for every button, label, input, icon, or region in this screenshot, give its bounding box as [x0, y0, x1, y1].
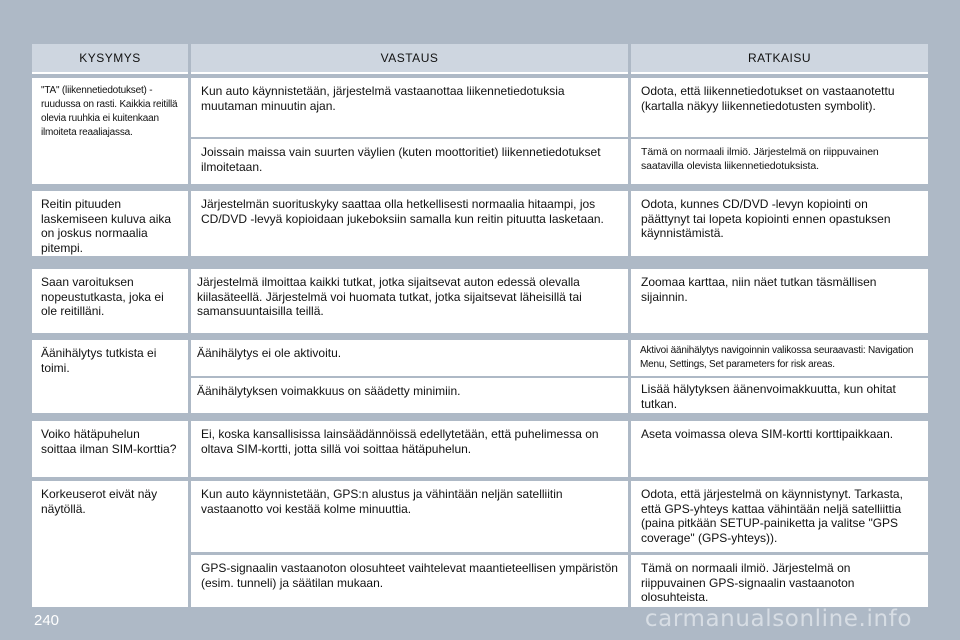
solution-cell: Odota, että liikennetiedotukset on vastaanotettu (kartalla näkyy liikennetiedotusten symbolit). [631, 78, 928, 137]
answer-cell: GPS-signaalin vastaanoton olosuhteet vaihtelevat maantieteellisen ympäristön (esim. tunneli) ja säätilan mukaan. [191, 555, 628, 607]
solution-cell: Tämä on normaali ilmiö. Järjestelmä on riippuvainen saatavilla olevista liikennetiedotuksista. [631, 139, 928, 184]
header-question: KYSYMYS [32, 44, 188, 74]
header-solution: RATKAISU [631, 44, 928, 74]
answer-cell: Ei, koska kansallisissa lainsäädännöissä edellytetään, että puhelimessa on oltava SIM-kortti, jotta sillä voi soittaa hätäpuhelun. [191, 421, 628, 477]
watermark: carmanualsonline.info [644, 606, 912, 632]
question-cell: Saan varoituksen nopeustutkasta, joka ei ole reitilläni. [32, 269, 188, 333]
answer-cell: Järjestelmä ilmoittaa kaikki tutkat, jotka sijaitsevat auton edessä olevalla kiilasäteellä. Järjestelmä voi huomata tutkat, jotka sijaitsevat läheisillä tai samansuuntaisilla teillä. [191, 269, 628, 333]
solution-cell: Aktivoi äänihälytys navigoinnin valikossa seuraavasti: Navigation Menu, Settings, Set parameters for risk areas. [631, 340, 928, 376]
question-cell: Reitin pituuden laskemiseen kuluva aika on joskus normaalia pitempi. [32, 191, 188, 256]
header-answer: VASTAUS [191, 44, 628, 74]
question-cell: "TA" (liikennetiedotukset) - ruudussa on rasti. Kaikkia reitillä olevia ruuhkia ei kuitenkaan ilmoiteta reaaliajassa. [32, 78, 188, 184]
question-cell: Korkeuserot eivät näy näytöllä. [32, 481, 188, 607]
question-cell: Äänihälytys tutkista ei toimi. [32, 340, 188, 413]
solution-cell: Odota, että järjestelmä on käynnistynyt. Tarkasta, että GPS-yhteys kattaa vähintään neljä satelliittia (paina pitkään SETUP-painiketta ja valitse "GPS coverage" (GPS-yhteys)). [631, 481, 928, 552]
answer-cell: Joissain maissa vain suurten väylien (kuten moottoritiet) liikennetiedotukset ilmoitetaan. [191, 139, 628, 184]
answer-cell: Järjestelmän suorituskyky saattaa olla hetkellisesti normaalia hitaampi, jos CD/DVD -levyä kopioidaan jukeboksiin samalla kun reitin pituutta lasketaan. [191, 191, 628, 256]
page-number: 240 [34, 612, 60, 629]
solution-cell: Aseta voimassa oleva SIM-kortti korttipaikkaan. [631, 421, 928, 477]
solution-cell: Odota, kunnes CD/DVD -levyn kopiointi on päättynyt tai lopeta kopiointi ennen opastuksen käynnistämistä. [631, 191, 928, 256]
question-cell: Voiko hätäpuhelun soittaa ilman SIM-korttia? [32, 421, 188, 477]
answer-cell: Kun auto käynnistetään, järjestelmä vastaanottaa liikennetiedotuksia muutaman minuutin ajan. [191, 78, 628, 137]
answer-cell: Äänihälytys ei ole aktivoitu. [191, 340, 628, 376]
solution-cell: Lisää hälytyksen äänenvoimakkuutta, kun ohitat tutkan. [631, 378, 928, 413]
answer-cell: Äänihälytyksen voimakkuus on säädetty minimiin. [191, 378, 628, 413]
solution-cell: Zoomaa karttaa, niin näet tutkan täsmällisen sijainnin. [631, 269, 928, 333]
solution-cell: Tämä on normaali ilmiö. Järjestelmä on riippuvainen GPS-signaalin vastaanoton olosuhteista. [631, 555, 928, 607]
answer-cell: Kun auto käynnistetään, GPS:n alustus ja vähintään neljän satelliitin vastaanotto voi kestää kolme minuuttia. [191, 481, 628, 552]
